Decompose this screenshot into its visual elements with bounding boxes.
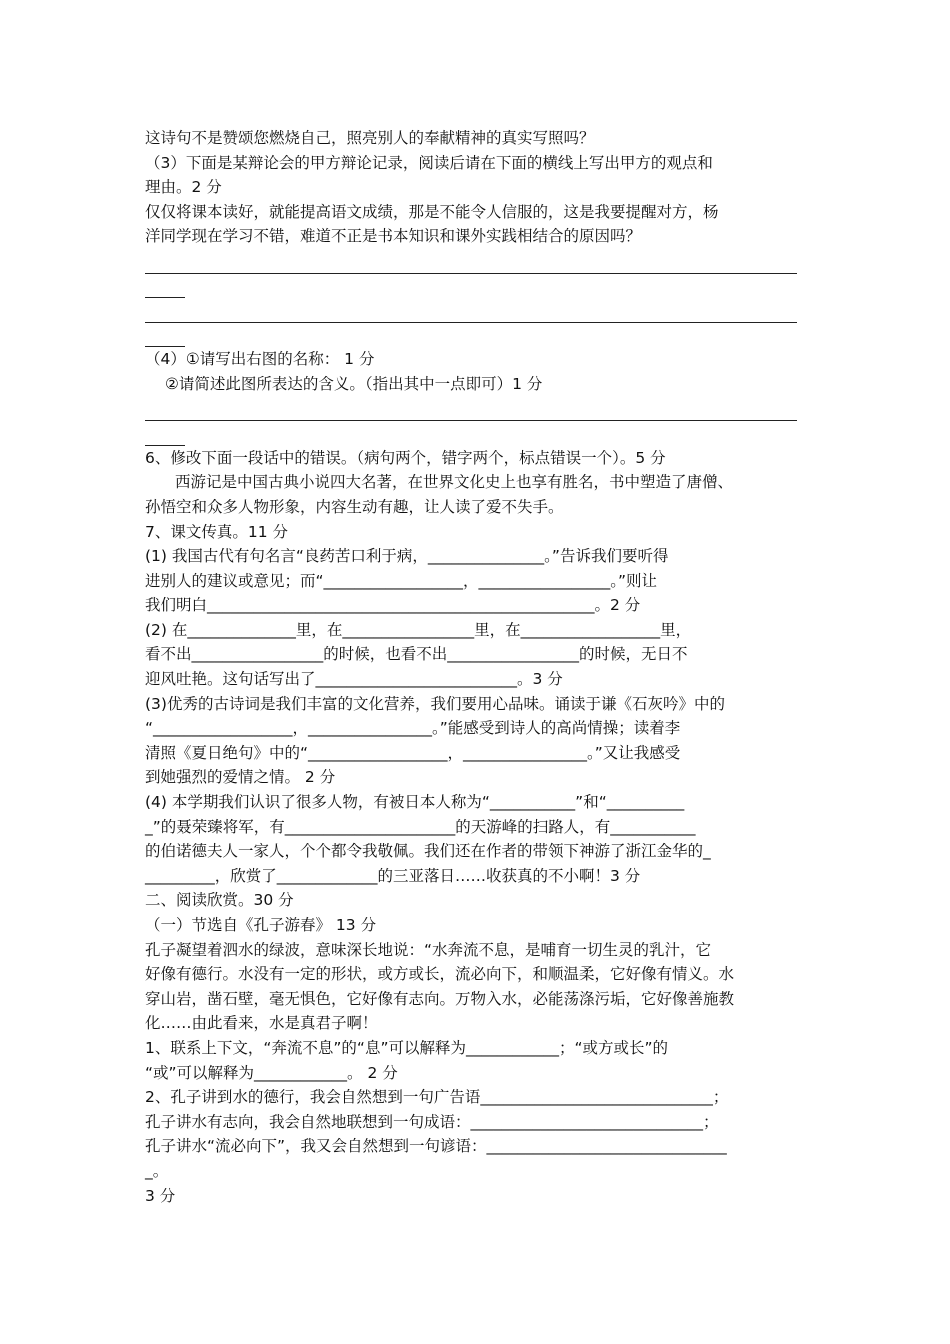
debate-record: 洋同学现在学习不错，难道不正是书本知识和课外实践相结合的原因吗？ <box>145 227 642 246</box>
question-line: 2、孔子讲到水的德行，我会自然想到一句广告语______________________________； <box>145 1088 729 1107</box>
fill-blank-line: _________，欣赏了_____________的三亚落日……收获真的不小啊！3 分 <box>145 866 641 885</box>
passage-line: 穿山岩，凿石壁，毫无惧色，它好像有志向。万物入水，必能荡涤污垢，它好像善施教 <box>145 989 735 1008</box>
passage-line: 孔子凝望着泗水的绿波，意味深长地说：“水奔流不息，是哺育一切生灵的乳汁，它 <box>145 940 712 959</box>
question-6-heading: 6、修改下面一段话中的错误。（病句两个，错字两个，标点错误一个）。5 分 <box>145 448 666 467</box>
fill-blank-line: 清照《夏日绝句》中的“__________________，________________。”又让我感受 <box>145 743 681 762</box>
question-line: 1、联系上下文，“奔流不息”的“息”可以解释为____________；“或方或长”的 <box>145 1038 669 1057</box>
passage-line: 化……由此看来，水是真君子啊！ <box>145 1014 378 1033</box>
question-line: “或”可以解释为____________。 2 分 <box>145 1063 398 1082</box>
paragraph-line: 孙悟空和众多人物形象，内容生动有趣，让人读了爱不失手。 <box>145 497 564 516</box>
question-7-heading: 7、课文传真。11 分 <box>145 522 289 541</box>
score-label: 3 分 <box>145 1186 176 1205</box>
fill-blank-line: (3)优秀的古诗词是我们丰富的文化营养，我们要用心品味。诵读于谦《石灰吟》中的 <box>145 694 725 713</box>
debate-record: 仅仅将课本读好，就能提高语文成绩，那是不能令人信服的，这是我要提醒对方，杨 <box>145 202 719 221</box>
question-4-subprompt: ②请简述此图所表达的含义。（指出其中一点即可）1 分 <box>165 374 543 393</box>
fill-blank-line: 看不出_________________的时候，也看不出_________________的时候，无日不 <box>145 645 688 664</box>
fill-blank-line: 到她强烈的爱情之情。 2 分 <box>145 768 336 787</box>
answer-blank-line[interactable] <box>145 249 797 274</box>
answer-blank-line[interactable] <box>145 274 185 299</box>
fill-blank-line: 迎风吐艳。这句话写出了__________________________。3 分 <box>145 670 563 689</box>
fill-blank-line: “__________________，________________。”能感受到诗人的高尚情操；读着李 <box>145 719 681 738</box>
fill-blank-line: 的伯诺德夫人一家人，个个都令我敬佩。我们还在作者的带领下神游了浙江金华的_ <box>145 842 711 861</box>
answer-blank-line[interactable] <box>145 323 185 348</box>
text-line: 这诗句不是赞颂您燃烧自己，照亮别人的奉献精神的真实写照吗？ <box>145 129 595 147</box>
question-line: 孔子讲水“流必向下”，我又会自然想到一句谚语：_______________________________ <box>145 1137 727 1156</box>
text-line: 理由。2 分 <box>145 178 222 197</box>
answer-blank-line[interactable] <box>145 298 797 323</box>
fill-blank-line: (2) 在______________里，在_________________里，在__________________里， <box>145 620 692 639</box>
exam-page <box>145 126 810 1208</box>
answer-blank-line[interactable] <box>145 421 185 446</box>
fill-blank-line: (1) 我国古代有句名言“良药苦口利于病，_______________。”告诉我们要听得 <box>145 547 669 566</box>
passage-1-heading: （一）节选自《孔子游春》 13 分 <box>145 916 377 934</box>
fill-blank-line: (4) 本学期我们认识了很多人物，有被日本人称为“___________”和“__________ <box>145 793 685 812</box>
question-3-prompt: （3）下面是某辩论会的甲方辩论记录，阅读后请在下面的横线上写出甲方的观点和 <box>145 153 713 172</box>
answer-blank-line[interactable] <box>145 397 797 422</box>
question-line: _。 <box>145 1161 169 1180</box>
passage-line: 好像有德行。水没有一定的形状，或方或长，流必向下，和顺温柔，它好像有情义。水 <box>145 965 735 984</box>
paragraph-line: 西游记是中国古典小说四大名著，在世界文化史上也享有胜名，书中塑造了唐僧、 <box>175 473 734 492</box>
fill-blank-line: _”的聂荣臻将军，有______________________的天游峰的扫路人，有___________ <box>145 817 696 836</box>
question-4-prompt: （4）①请写出右图的名称： 1 分 <box>145 350 375 369</box>
fill-blank-line: 我们明白__________________________________________________。2 分 <box>145 596 641 615</box>
question-line: 孔子讲水有志向，我会自然地联想到一句成语：______________________________； <box>145 1112 719 1131</box>
section-2-heading: 二、阅读欣赏。30 分 <box>145 891 294 910</box>
fill-blank-line: 进别人的建议或意见；而“__________________，_________________。”则让 <box>145 571 658 590</box>
